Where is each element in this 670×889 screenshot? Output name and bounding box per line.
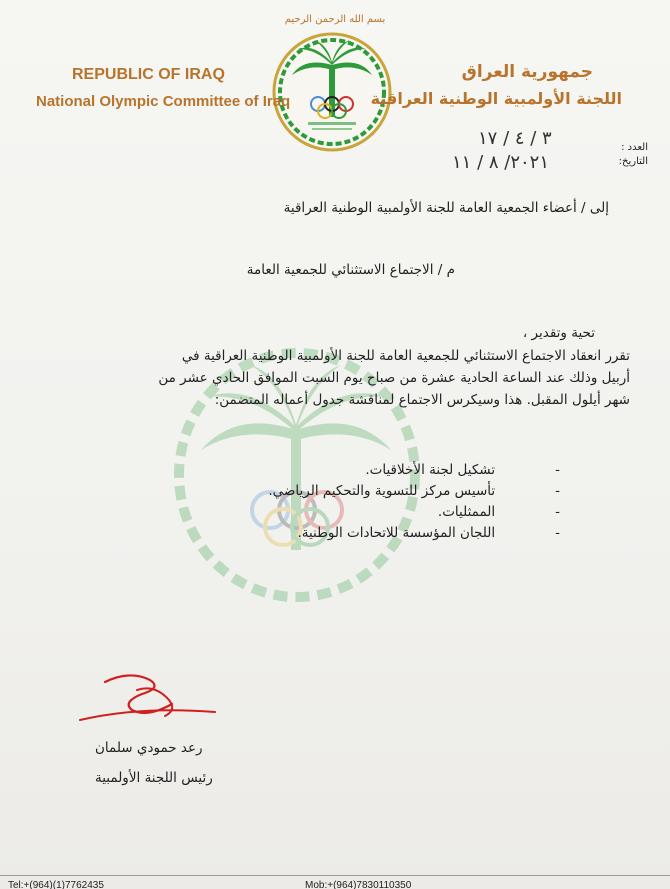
number-value: ٣ / ٤ / ١٧ [478, 128, 552, 149]
addressee: إلى / أعضاء الجمعية العامة للجنة الأولمبية الوطنية العراقية [283, 200, 609, 216]
date-value: ٢٠٢١/ ٨ / ١١ [452, 152, 549, 173]
agenda-item [268, 462, 560, 478]
header-ar-committee: اللجنة الأولمبية الوطنية العراقية [370, 89, 622, 108]
body-line-2: أربيل وذلك عند الساعة الحادية عشرة من صباح يوم السبت الموافق الحادي عشر من [158, 370, 630, 386]
handwritten-signature-icon [75, 668, 220, 738]
bullet-dash-icon: - [555, 462, 560, 478]
agenda-item [268, 483, 560, 499]
signatory-title: رئيس اللجنة الأولمبية [95, 770, 213, 786]
bullet-dash-icon: - [555, 483, 560, 499]
agenda-item-text: الممثليات. [437, 504, 496, 520]
footer-mob: Mob:+(964)7830110350 [305, 880, 412, 889]
header-en-committee: National Olympic Committee of Iraq [36, 93, 291, 110]
header-ar-republic: جمهورية العراق [461, 62, 593, 82]
footer-divider [0, 875, 670, 876]
body-line-1: تقرر انعقاد الاجتماع الاستثنائي للجمعية العامة للجنة الأولمبية الوطنية العراقية في [181, 348, 630, 364]
agenda-item-text: اللجان المؤسسة للاتحادات الوطنية. [297, 525, 496, 541]
agenda-item [268, 525, 560, 541]
agenda-item [268, 504, 560, 520]
agenda-item-text: تأسيس مركز للتسوية والتحكيم الرياضي. [268, 483, 496, 499]
footer-tel: Tel:+(964)(1)7762435 [8, 880, 104, 889]
signatory-name: رعد حمودي سلمان [95, 740, 203, 756]
body-line-3: شهر أيلول المقبل. هذا وسيكرس الاجتماع لمناقشة جدول أعماله المتضمن: [214, 392, 630, 408]
subject: م / الاجتماع الاستثنائي للجمعية العامة [246, 262, 455, 278]
basmala: بسم الله الرحمن الرحيم [284, 14, 386, 25]
greeting: تحية وتقدير ، [522, 325, 595, 341]
number-label: العدد : [621, 142, 648, 153]
agenda-item-text: تشكيل لجنة الأخلاقيات. [365, 462, 496, 478]
date-label: التاريخ: [618, 156, 648, 167]
bullet-dash-icon: - [555, 504, 560, 520]
header-en-republic: REPUBLIC OF IRAQ [72, 66, 225, 83]
bullet-dash-icon: - [555, 525, 560, 541]
agenda-list [268, 462, 560, 546]
